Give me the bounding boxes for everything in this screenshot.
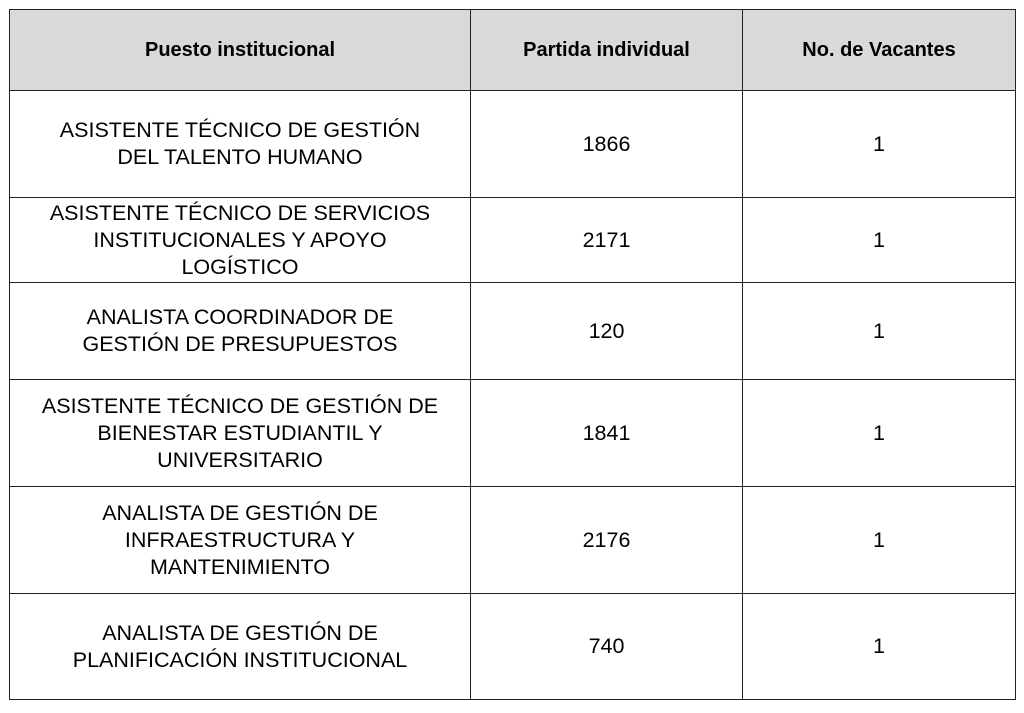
puesto-line: GESTIÓN DE PRESUPUESTOS bbox=[82, 332, 398, 356]
cell-vacantes: 1 bbox=[743, 283, 1016, 380]
cell-puesto bbox=[10, 91, 471, 198]
cell-vacantes: 1 bbox=[743, 198, 1016, 283]
table-row bbox=[10, 283, 1016, 380]
cell-partida: 120 bbox=[471, 283, 743, 380]
cell-vacantes: 1 bbox=[743, 594, 1016, 700]
puesto-line: ASISTENTE TÉCNICO DE SERVICIOS bbox=[49, 200, 431, 225]
cell-puesto bbox=[10, 283, 471, 380]
puesto-line: UNIVERSITARIO bbox=[157, 447, 323, 472]
header-no-de-vacantes: No. de Vacantes bbox=[743, 10, 1016, 91]
puesto-line: INFRAESTRUCTURA Y bbox=[124, 527, 356, 552]
puesto-line: ASISTENTE TÉCNICO DE GESTIÓN DE bbox=[41, 393, 439, 418]
cell-partida: 2171 bbox=[471, 198, 743, 283]
cell-vacantes: 1 bbox=[743, 91, 1016, 198]
table-header-row bbox=[10, 10, 1016, 91]
puesto-line: DEL TALENTO HUMANO bbox=[117, 145, 363, 169]
table-row bbox=[10, 380, 1016, 487]
puesto-line: MANTENIMIENTO bbox=[150, 554, 330, 579]
cell-puesto bbox=[10, 487, 471, 594]
puesto-line: ANALISTA DE GESTIÓN DE bbox=[102, 500, 378, 525]
vacancies-table bbox=[9, 9, 1016, 700]
table-row bbox=[10, 594, 1016, 700]
cell-puesto bbox=[10, 198, 471, 283]
puesto-line: INSTITUCIONALES Y APOYO bbox=[93, 227, 387, 252]
cell-partida: 2176 bbox=[471, 487, 743, 594]
cell-vacantes: 1 bbox=[743, 487, 1016, 594]
cell-partida: 1866 bbox=[471, 91, 743, 198]
table-row bbox=[10, 91, 1016, 198]
cell-partida: 740 bbox=[471, 594, 743, 700]
puesto-line: ASISTENTE TÉCNICO DE GESTIÓN bbox=[59, 118, 421, 142]
header-partida-individual: Partida individual bbox=[471, 10, 743, 91]
table-row bbox=[10, 487, 1016, 594]
puesto-line: BIENESTAR ESTUDIANTIL Y bbox=[97, 420, 383, 445]
cell-partida: 1841 bbox=[471, 380, 743, 487]
puesto-line: PLANIFICACIÓN INSTITUCIONAL bbox=[72, 647, 408, 672]
puesto-line: ANALISTA DE GESTIÓN DE bbox=[102, 620, 378, 645]
header-puesto-institucional: Puesto institucional bbox=[10, 10, 471, 91]
table-row bbox=[10, 198, 1016, 283]
puesto-line: LOGÍSTICO bbox=[181, 254, 299, 279]
cell-vacantes: 1 bbox=[743, 380, 1016, 487]
cell-puesto bbox=[10, 594, 471, 700]
puesto-line: ANALISTA COORDINADOR DE bbox=[86, 305, 394, 329]
cell-puesto bbox=[10, 380, 471, 487]
